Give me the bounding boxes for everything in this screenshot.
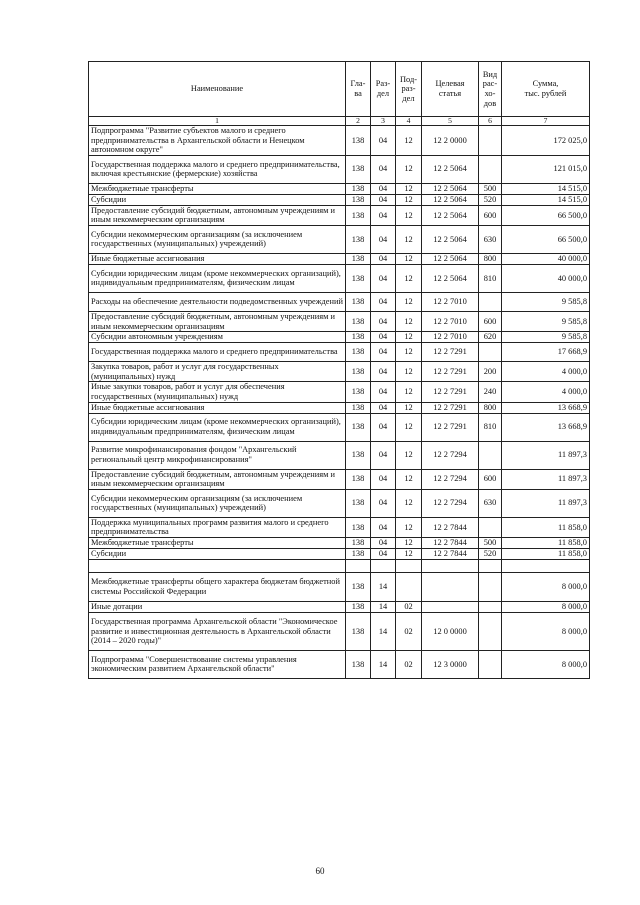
row-target-cell: 12 2 7010	[422, 332, 479, 343]
colnum-cell: 6	[479, 117, 502, 126]
colnum-cell: 1	[89, 117, 346, 126]
row-sum-cell: 66 500,0	[502, 205, 590, 225]
row-target-cell: 12 2 5064	[422, 205, 479, 225]
row-razdel-cell: 04	[371, 126, 396, 156]
row-sum-cell: 40 000,0	[502, 264, 590, 292]
row-vid-cell: 810	[479, 413, 502, 441]
row-razdel-cell: 04	[371, 183, 396, 194]
colnum-cell: 7	[502, 117, 590, 126]
row-podrazdel-cell	[396, 559, 422, 572]
row-sum-cell: 13 668,9	[502, 402, 590, 413]
row-glava-cell: 138	[346, 332, 371, 343]
row-target-cell: 12 0 0000	[422, 612, 479, 650]
row-sum-cell: 11 858,0	[502, 548, 590, 559]
row-name-cell: Подпрограмма "Развитие субъектов малого и среднего предпринимательства в Архангельской области и Ненецком автономном округе"	[89, 126, 346, 156]
row-target-cell: 12 2 5064	[422, 183, 479, 194]
row-vid-cell	[479, 343, 502, 362]
row-vid-cell: 620	[479, 332, 502, 343]
table-row	[89, 572, 590, 601]
row-sum-cell: 172 025,0	[502, 126, 590, 156]
row-vid-cell: 520	[479, 548, 502, 559]
page-number: 60	[315, 866, 325, 876]
row-vid-cell: 200	[479, 362, 502, 382]
row-target-cell: 12 2 7291	[422, 343, 479, 362]
row-name-cell: Развитие микрофинансирования фондом "Архангельский региональный центр микрофинансирования"	[89, 441, 346, 469]
row-target-cell: 12 2 7294	[422, 441, 479, 469]
row-glava-cell: 138	[346, 264, 371, 292]
row-sum-cell: 17 668,9	[502, 343, 590, 362]
row-name-cell: Субсидии автономным учреждениям	[89, 332, 346, 343]
row-podrazdel-cell: 12	[396, 362, 422, 382]
row-razdel-cell: 04	[371, 469, 396, 489]
table-row	[89, 402, 590, 413]
row-sum-cell: 11 897,3	[502, 441, 590, 469]
row-target-cell: 12 2 5064	[422, 264, 479, 292]
row-glava-cell: 138	[346, 225, 371, 253]
row-name-cell: Государственная поддержка малого и среднего предпринимательства	[89, 343, 346, 362]
row-sum-cell: 9 585,8	[502, 332, 590, 343]
row-vid-cell	[479, 572, 502, 601]
row-name-cell: Межбюджетные трансферты общего характера бюджетам бюджетной системы Российской Федерации	[89, 572, 346, 601]
table-row	[89, 517, 590, 537]
row-target-cell: 12 2 7291	[422, 402, 479, 413]
row-podrazdel-cell: 12	[396, 489, 422, 517]
table-row	[89, 548, 590, 559]
row-razdel-cell: 04	[371, 402, 396, 413]
row-glava-cell: 138	[346, 292, 371, 311]
row-glava-cell: 138	[346, 612, 371, 650]
row-vid-cell: 500	[479, 537, 502, 548]
row-podrazdel-cell: 12	[396, 225, 422, 253]
row-glava-cell: 138	[346, 441, 371, 469]
table-row	[89, 332, 590, 343]
row-glava-cell: 138	[346, 311, 371, 331]
table-row	[89, 441, 590, 469]
row-glava-cell: 138	[346, 413, 371, 441]
row-sum-cell: 8 000,0	[502, 612, 590, 650]
row-sum-cell: 14 515,0	[502, 194, 590, 205]
row-razdel-cell: 04	[371, 332, 396, 343]
row-name-cell: Иные бюджетные ассигнования	[89, 253, 346, 264]
row-glava-cell: 138	[346, 183, 371, 194]
row-target-cell	[422, 559, 479, 572]
table-row	[89, 612, 590, 650]
row-name-cell: Предоставление субсидий бюджетным, автономным учреждениям и иным некоммерческим организациям	[89, 311, 346, 331]
colnum-cell: 2	[346, 117, 371, 126]
row-podrazdel-cell: 12	[396, 469, 422, 489]
row-sum-cell	[502, 559, 590, 572]
table-row	[89, 253, 590, 264]
row-razdel-cell: 14	[371, 612, 396, 650]
row-vid-cell	[479, 650, 502, 678]
row-podrazdel-cell: 12	[396, 537, 422, 548]
table-spacer-row	[89, 559, 590, 572]
row-razdel-cell: 04	[371, 343, 396, 362]
row-name-cell	[89, 559, 346, 572]
row-sum-cell: 11 897,3	[502, 489, 590, 517]
row-sum-cell: 66 500,0	[502, 225, 590, 253]
row-podrazdel-cell: 12	[396, 264, 422, 292]
row-target-cell: 12 2 5064	[422, 194, 479, 205]
row-podrazdel-cell: 12	[396, 413, 422, 441]
table-row	[89, 343, 590, 362]
row-razdel-cell: 04	[371, 155, 396, 183]
row-glava-cell: 138	[346, 517, 371, 537]
row-sum-cell: 8 000,0	[502, 572, 590, 601]
table-row	[89, 155, 590, 183]
row-sum-cell: 121 015,0	[502, 155, 590, 183]
row-target-cell	[422, 572, 479, 601]
row-name-cell: Субсидии	[89, 194, 346, 205]
row-razdel-cell: 04	[371, 292, 396, 311]
row-razdel-cell: 04	[371, 517, 396, 537]
row-target-cell: 12 2 5064	[422, 253, 479, 264]
row-name-cell: Предоставление субсидий бюджетным, автономным учреждениям и иным некоммерческим организациям	[89, 469, 346, 489]
row-podrazdel-cell: 12	[396, 548, 422, 559]
row-glava-cell: 138	[346, 205, 371, 225]
row-vid-cell	[479, 612, 502, 650]
row-sum-cell: 13 668,9	[502, 413, 590, 441]
row-razdel-cell: 04	[371, 205, 396, 225]
table-row	[89, 183, 590, 194]
row-podrazdel-cell: 12	[396, 343, 422, 362]
row-name-cell: Поддержка муниципальных программ развития малого и среднего предпринимательства	[89, 517, 346, 537]
row-target-cell: 12 2 7291	[422, 413, 479, 441]
table-row	[89, 225, 590, 253]
row-name-cell: Предоставление субсидий бюджетным, автономным учреждениям и иным некоммерческим организациям	[89, 205, 346, 225]
row-razdel-cell: 04	[371, 548, 396, 559]
row-vid-cell	[479, 559, 502, 572]
row-target-cell: 12 2 7010	[422, 292, 479, 311]
table-row	[89, 194, 590, 205]
row-target-cell	[422, 601, 479, 612]
row-sum-cell: 11 897,3	[502, 469, 590, 489]
row-razdel-cell: 04	[371, 225, 396, 253]
row-vid-cell: 630	[479, 225, 502, 253]
row-podrazdel-cell: 12	[396, 517, 422, 537]
row-vid-cell: 600	[479, 311, 502, 331]
row-vid-cell: 800	[479, 253, 502, 264]
row-podrazdel-cell: 12	[396, 382, 422, 402]
row-razdel-cell: 04	[371, 537, 396, 548]
row-vid-cell	[479, 292, 502, 311]
table-row	[89, 489, 590, 517]
row-target-cell: 12 2 7010	[422, 311, 479, 331]
row-razdel-cell: 14	[371, 572, 396, 601]
row-podrazdel-cell: 12	[396, 292, 422, 311]
row-target-cell: 12 2 0000	[422, 126, 479, 156]
budget-table	[88, 61, 590, 679]
table-row	[89, 469, 590, 489]
row-glava-cell: 138	[346, 537, 371, 548]
colnum-cell: 4	[396, 117, 422, 126]
row-sum-cell: 11 858,0	[502, 537, 590, 548]
row-vid-cell: 500	[479, 183, 502, 194]
row-glava-cell: 138	[346, 650, 371, 678]
row-name-cell: Межбюджетные трансферты	[89, 537, 346, 548]
row-razdel-cell	[371, 559, 396, 572]
row-vid-cell	[479, 155, 502, 183]
row-glava-cell: 138	[346, 382, 371, 402]
row-podrazdel-cell: 12	[396, 253, 422, 264]
column-number-row	[89, 117, 590, 126]
row-name-cell: Субсидии	[89, 548, 346, 559]
row-vid-cell	[479, 601, 502, 612]
row-vid-cell	[479, 517, 502, 537]
table-row	[89, 413, 590, 441]
row-name-cell: Субсидии некоммерческим организациям (за исключением государственных (муниципальных) учреждений)	[89, 225, 346, 253]
table-row	[89, 205, 590, 225]
row-razdel-cell: 04	[371, 253, 396, 264]
row-name-cell: Субсидии юридическим лицам (кроме некоммерческих организаций), индивидуальным предпринимателям, физическим лицам	[89, 264, 346, 292]
row-glava-cell: 138	[346, 548, 371, 559]
row-glava-cell: 138	[346, 343, 371, 362]
row-sum-cell: 9 585,8	[502, 311, 590, 331]
row-vid-cell: 810	[479, 264, 502, 292]
row-podrazdel-cell: 02	[396, 650, 422, 678]
row-razdel-cell: 04	[371, 413, 396, 441]
row-podrazdel-cell: 02	[396, 601, 422, 612]
row-glava-cell: 138	[346, 253, 371, 264]
row-vid-cell: 600	[479, 205, 502, 225]
row-target-cell: 12 2 5064	[422, 155, 479, 183]
row-target-cell: 12 2 7291	[422, 382, 479, 402]
row-razdel-cell: 04	[371, 382, 396, 402]
row-sum-cell: 9 585,8	[502, 292, 590, 311]
row-glava-cell: 138	[346, 572, 371, 601]
row-vid-cell	[479, 441, 502, 469]
row-razdel-cell: 14	[371, 601, 396, 612]
row-glava-cell: 138	[346, 402, 371, 413]
row-sum-cell: 4 000,0	[502, 382, 590, 402]
row-sum-cell: 8 000,0	[502, 601, 590, 612]
row-vid-cell: 800	[479, 402, 502, 413]
row-podrazdel-cell: 12	[396, 332, 422, 343]
header-sum: Сумма, тыс. рублей	[502, 62, 590, 117]
table-row	[89, 264, 590, 292]
row-glava-cell: 138	[346, 155, 371, 183]
row-target-cell: 12 2 7844	[422, 548, 479, 559]
row-name-cell: Государственная программа Архангельской области "Экономическое развитие и инвестиционная деятельность в Архангельской области (2014 – 2020 годы)"	[89, 612, 346, 650]
row-podrazdel-cell: 12	[396, 155, 422, 183]
header-vid: Вид рас- хо- дов	[479, 62, 502, 117]
row-glava-cell: 138	[346, 489, 371, 517]
table-row	[89, 362, 590, 382]
row-name-cell: Субсидии некоммерческим организациям (за исключением государственных (муниципальных) учреждений)	[89, 489, 346, 517]
row-name-cell: Иные дотации	[89, 601, 346, 612]
row-name-cell: Межбюджетные трансферты	[89, 183, 346, 194]
row-name-cell: Субсидии юридическим лицам (кроме некоммерческих организаций), индивидуальным предпринимателям, физическим лицам	[89, 413, 346, 441]
row-glava-cell: 138	[346, 469, 371, 489]
row-podrazdel-cell: 12	[396, 183, 422, 194]
row-vid-cell: 600	[479, 469, 502, 489]
row-razdel-cell: 04	[371, 362, 396, 382]
colnum-cell: 3	[371, 117, 396, 126]
table-row	[89, 382, 590, 402]
row-target-cell: 12 2 7844	[422, 517, 479, 537]
row-target-cell: 12 3 0000	[422, 650, 479, 678]
row-podrazdel-cell: 12	[396, 126, 422, 156]
row-podrazdel-cell: 12	[396, 402, 422, 413]
row-name-cell: Подпрограмма "Совершенствование системы управления экономическим развитием Архангельской области"	[89, 650, 346, 678]
row-razdel-cell: 04	[371, 441, 396, 469]
table-body	[89, 126, 590, 679]
table-row	[89, 650, 590, 678]
row-target-cell: 12 2 5064	[422, 225, 479, 253]
table-row	[89, 311, 590, 331]
row-podrazdel-cell	[396, 572, 422, 601]
header-target: Целевая статья	[422, 62, 479, 117]
row-name-cell: Государственная поддержка малого и среднего предпринимательства, включая крестьянские (фермерские) хозяйства	[89, 155, 346, 183]
row-sum-cell: 8 000,0	[502, 650, 590, 678]
row-vid-cell: 520	[479, 194, 502, 205]
row-sum-cell: 4 000,0	[502, 362, 590, 382]
row-razdel-cell: 14	[371, 650, 396, 678]
row-target-cell: 12 2 7291	[422, 362, 479, 382]
row-target-cell: 12 2 7294	[422, 469, 479, 489]
row-glava-cell: 138	[346, 601, 371, 612]
row-target-cell: 12 2 7844	[422, 537, 479, 548]
header-razdel: Раз- дел	[371, 62, 396, 117]
header-podrazdel: Под- раз- дел	[396, 62, 422, 117]
row-razdel-cell: 04	[371, 311, 396, 331]
row-vid-cell: 630	[479, 489, 502, 517]
row-sum-cell: 11 858,0	[502, 517, 590, 537]
row-podrazdel-cell: 12	[396, 441, 422, 469]
row-razdel-cell: 04	[371, 194, 396, 205]
row-sum-cell: 14 515,0	[502, 183, 590, 194]
row-vid-cell: 240	[479, 382, 502, 402]
row-glava-cell: 138	[346, 194, 371, 205]
row-glava-cell	[346, 559, 371, 572]
row-name-cell: Иные бюджетные ассигнования	[89, 402, 346, 413]
row-sum-cell: 40 000,0	[502, 253, 590, 264]
table-row	[89, 601, 590, 612]
row-glava-cell: 138	[346, 362, 371, 382]
row-target-cell: 12 2 7294	[422, 489, 479, 517]
row-razdel-cell: 04	[371, 264, 396, 292]
row-name-cell: Иные закупки товаров, работ и услуг для обеспечения государственных (муниципальных) нужд	[89, 382, 346, 402]
row-podrazdel-cell: 12	[396, 311, 422, 331]
table-row	[89, 537, 590, 548]
row-vid-cell	[479, 126, 502, 156]
table-row	[89, 292, 590, 311]
row-podrazdel-cell: 12	[396, 205, 422, 225]
row-name-cell: Расходы на обеспечение деятельности подведомственных учреждений	[89, 292, 346, 311]
header-name: Наименование	[89, 62, 346, 117]
row-podrazdel-cell: 02	[396, 612, 422, 650]
table-header-row	[89, 62, 590, 117]
row-glava-cell: 138	[346, 126, 371, 156]
table-row	[89, 126, 590, 156]
header-glava: Гла- ва	[346, 62, 371, 117]
row-razdel-cell: 04	[371, 489, 396, 517]
row-name-cell: Закупка товаров, работ и услуг для государственных (муниципальных) нужд	[89, 362, 346, 382]
colnum-cell: 5	[422, 117, 479, 126]
row-podrazdel-cell: 12	[396, 194, 422, 205]
